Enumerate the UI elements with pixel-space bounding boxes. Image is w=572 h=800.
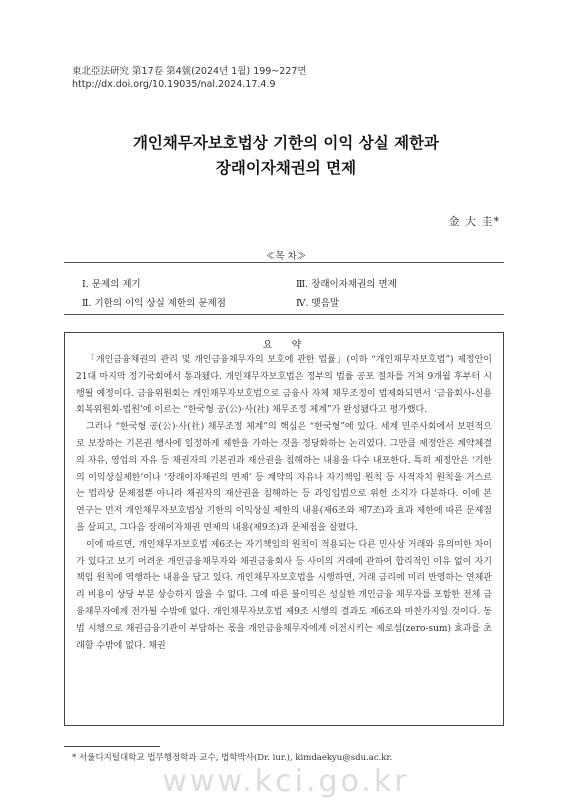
toc-item-2: Ⅱ. 기한의 이익 상실 제한의 문제점 (82, 298, 226, 309)
paper-title-line2: 장래이자채권의 면제 (215, 159, 357, 177)
author-footnote: * 서울디지털대학교 법무행정학과 교수, 법학박사(Dr. iur.), kimdaekyu@sdu.ac.kr. (72, 753, 393, 763)
toc-item-3: Ⅲ. 장래이자채권의 면제 (296, 279, 397, 290)
footnote-rule (64, 746, 160, 747)
toc-bottom-rule (64, 314, 504, 315)
abstract-paragraph-2: 그러나 “한국형 공(公)·사(社) 채무조정 체계”의 핵심은 “한국형”에 있다. 세계 민주사회에서 보편적으로 보장하는 기본권 행사에 일정하게 제한을 가하는 것을 정당화하는 논리였다. 그만큼 제정안은 계약체결의 자유, 영업의 자유 등 채권자의 기본권과 재산권을 침해하는 내용을 다수 내포한다. 특히 제정안은 ‘기한의 이익상실제한’이나 ‘장래이자채권의 면제’ 등 계약의 자유나 자기책임 원칙 등 사적자치 원칙을 거스르는 법리상 문제점뿐 아니라 채권자의 재산권을 침해하는 등 과잉입법으로 위헌 소지가 다분하다. 이에 본 연구는 먼저 개인채무자보호법상 기한의 이익상실 제한의 내용(제6조와 제7조)과 효과 제한에 따른 문제점을 살피고, 그다음 장래이자채권 면제의 내용(제9조)과 문제점을 살폈다. (76, 422, 492, 533)
abstract-body (76, 352, 492, 654)
toc-item-1: Ⅰ. 문제의 제기 (82, 279, 141, 290)
toc-heading: ≪목 차≫ (265, 251, 307, 262)
abstract-title: 요 약 (262, 340, 310, 351)
toc-item-4: Ⅳ. 맺음말 (296, 298, 340, 309)
doi-link[interactable]: http://dx.doi.org/10.19035/nal.2024.17.4.9 (72, 79, 276, 90)
journal-info: 東北亞法研究 第17卷 第4號(2024년 1월) 199~227면 (72, 66, 307, 77)
abstract-paragraph-1: 「개인금융채권의 관리 및 개인금융채무자의 보호에 관한 법률」(이하 “개인채무자보호법”) 제정안이 21대 마지막 정기국회에서 통과됐다. 개인채무자보호법은 정부의 법률 공포 절차를 거쳐 9개월 후부터 시행될 예정이다. 금융위원회는 개인채무자보호법으로 금융사 자체 채무조정이 법제화되면서 ‘금융회사-신용회복위원회-법원’에 이르는 “한국형 공(公)·사(社) 채무조정 체계”가 완성됐다고 평가했다. (76, 355, 492, 416)
watermark: www.kci.go.kr (162, 764, 410, 799)
toc-top-rule (64, 262, 504, 263)
author-name: 金 大 圭* (448, 215, 500, 228)
paper-title-line1: 개인채무자보호법상 기한의 이익 상실 제한과 (132, 134, 440, 152)
abstract-paragraph-3: 이에 따르면, 개인채무자보호법 제6조는 자기책임의 원칙이 적용되는 다른 민사상 거래와 유의미한 차이가 있다고 보기 어려운 개인금융채무자와 채권금융회사 등 사이의 거래에 관하여 합리적인 이유 없이 자기책임 원칙에 역행하는 내용을 담고 있다. 개인채무자보호법을 시행하면, 거래 금리에 미리 반영하는 연체관리 비용이 상당 부분 상승하지 않을 수 없다. 그에 따른 불이익은 성실한 개인금융 채무자를 포함한 전체 금융채무자에게 전가될 수밖에 없다. 개인채무자보호법 제9조 시행의 결과도 제6조와 마찬가지일 것이다. 동법 시행으로 채권금융기관이 부담하는 몫을 개인금융채무자에게 이전시키는 제로섬(zero-sum) 효과를 초래할 수밖에 없다. 채권 (76, 539, 492, 651)
